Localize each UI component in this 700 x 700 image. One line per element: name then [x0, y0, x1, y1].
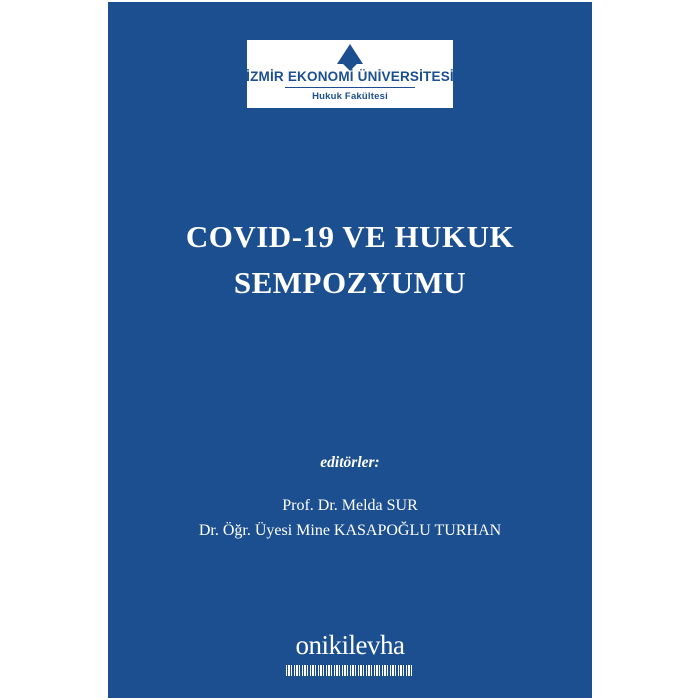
faculty-name: Hukuk Fakültesi: [312, 91, 388, 102]
editor-name: Prof. Dr. Melda SUR: [282, 497, 418, 514]
university-logo: [247, 40, 453, 108]
publisher-logo: [108, 631, 592, 676]
page-title: [108, 214, 592, 306]
barcode-mark: [286, 665, 414, 676]
university-name: İZMİR EKONOMİ ÜNİVERSİTESİ: [246, 69, 454, 84]
book-cover: [108, 2, 592, 698]
title-line-2: SEMPOZYUMU: [233, 265, 467, 300]
editors-section: [108, 454, 592, 543]
editor-name: Dr. Öğr. Üyesi Mine KASAPOĞLU TURHAN: [198, 522, 502, 539]
diamond-logo-icon: [337, 44, 363, 64]
publisher-name: onikilevha: [295, 630, 405, 660]
title-line-1: COVID-19 VE HUKUK: [185, 219, 515, 254]
editors-label: editörler:: [320, 454, 380, 471]
logo-divider: [285, 87, 415, 88]
